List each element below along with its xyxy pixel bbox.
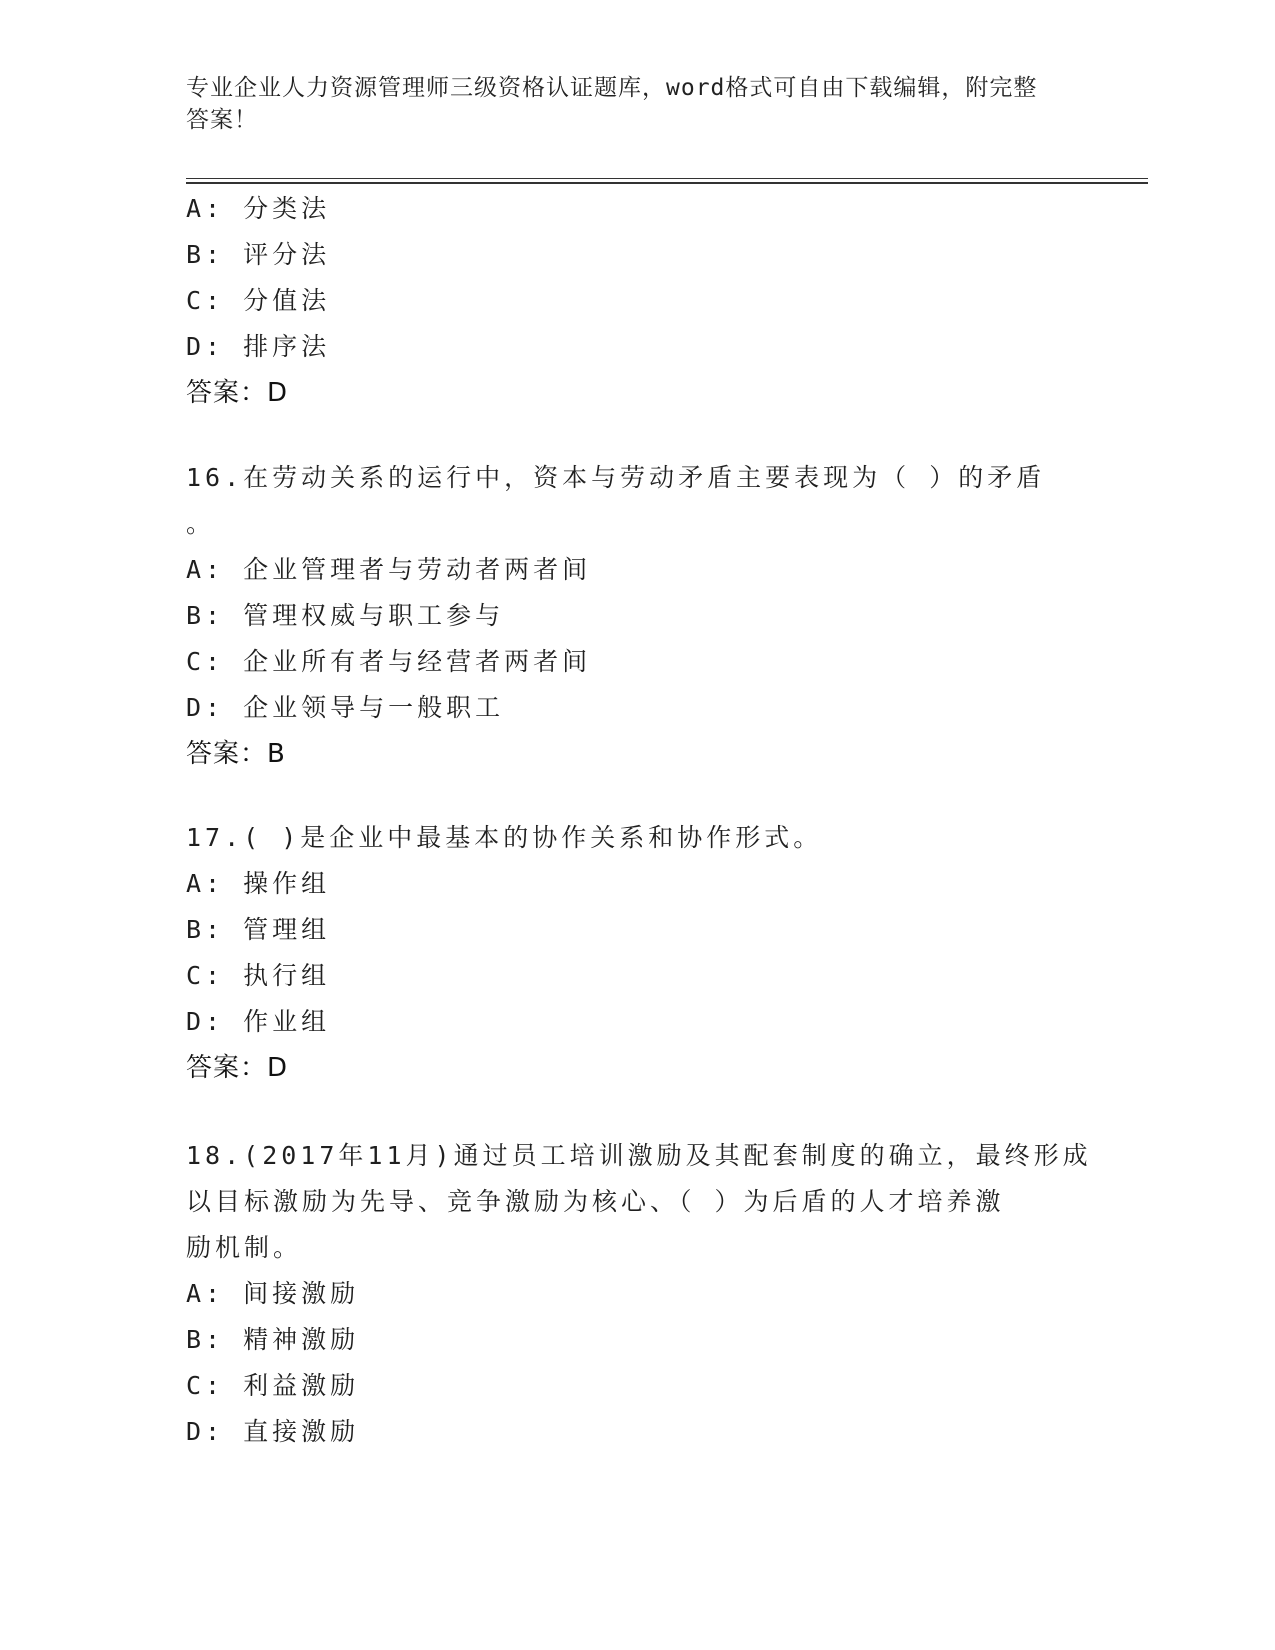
option-c: C: 企业所有者与经营者两者间 bbox=[186, 647, 592, 676]
question-text-line: 以目标激励为先导、竞争激励为核心、（ ）为后盾的人才培养激 bbox=[186, 1187, 1005, 1216]
header-rule-thick bbox=[186, 182, 1148, 184]
answer: 答案：D bbox=[186, 378, 289, 408]
option-c: C: 执行组 bbox=[186, 961, 331, 990]
question-text-line: 17.( )是企业中最基本的协作关系和协作形式。 bbox=[186, 823, 823, 852]
option-d: D: 直接激励 bbox=[186, 1417, 360, 1446]
question-16 bbox=[186, 455, 1086, 777]
option-a: A: 间接激励 bbox=[186, 1279, 360, 1308]
option-b: B: 管理权威与职工参与 bbox=[186, 601, 505, 630]
option-d: D: 排序法 bbox=[186, 332, 331, 361]
option-b: B: 精神激励 bbox=[186, 1325, 360, 1354]
option-b: B: 管理组 bbox=[186, 915, 331, 944]
question-text-line: 。 bbox=[186, 509, 216, 538]
option-a: A: 企业管理者与劳动者两者间 bbox=[186, 555, 592, 584]
question-18 bbox=[186, 1133, 1092, 1455]
question-17 bbox=[186, 815, 1086, 1091]
header-rule-thin bbox=[186, 178, 1148, 179]
header-line-1: 专业企业人力资源管理师三级资格认证题库，word格式可自由下载编辑，附完整 bbox=[186, 75, 1038, 101]
question-text-line: 励机制。 bbox=[186, 1233, 303, 1262]
option-c: C: 分值法 bbox=[186, 286, 331, 315]
option-a: A: 分类法 bbox=[186, 194, 331, 223]
option-a: A: 操作组 bbox=[186, 869, 331, 898]
question-text-line: 16.在劳动关系的运行中，资本与劳动矛盾主要表现为（ ）的矛盾 bbox=[186, 463, 1046, 492]
option-d: D: 企业领导与一般职工 bbox=[186, 693, 505, 722]
answer: 答案：B bbox=[186, 739, 286, 769]
option-b: B: 评分法 bbox=[186, 240, 331, 269]
question-15 bbox=[186, 186, 1086, 416]
question-text-line: 18.(2017年11月)通过员工培训激励及其配套制度的确立，最终形成 bbox=[186, 1141, 1092, 1170]
header-line-2: 答案！ bbox=[186, 107, 258, 133]
answer: 答案：D bbox=[186, 1053, 289, 1083]
option-c: C: 利益激励 bbox=[186, 1371, 360, 1400]
option-d: D: 作业组 bbox=[186, 1007, 331, 1036]
document-header bbox=[186, 72, 1066, 136]
